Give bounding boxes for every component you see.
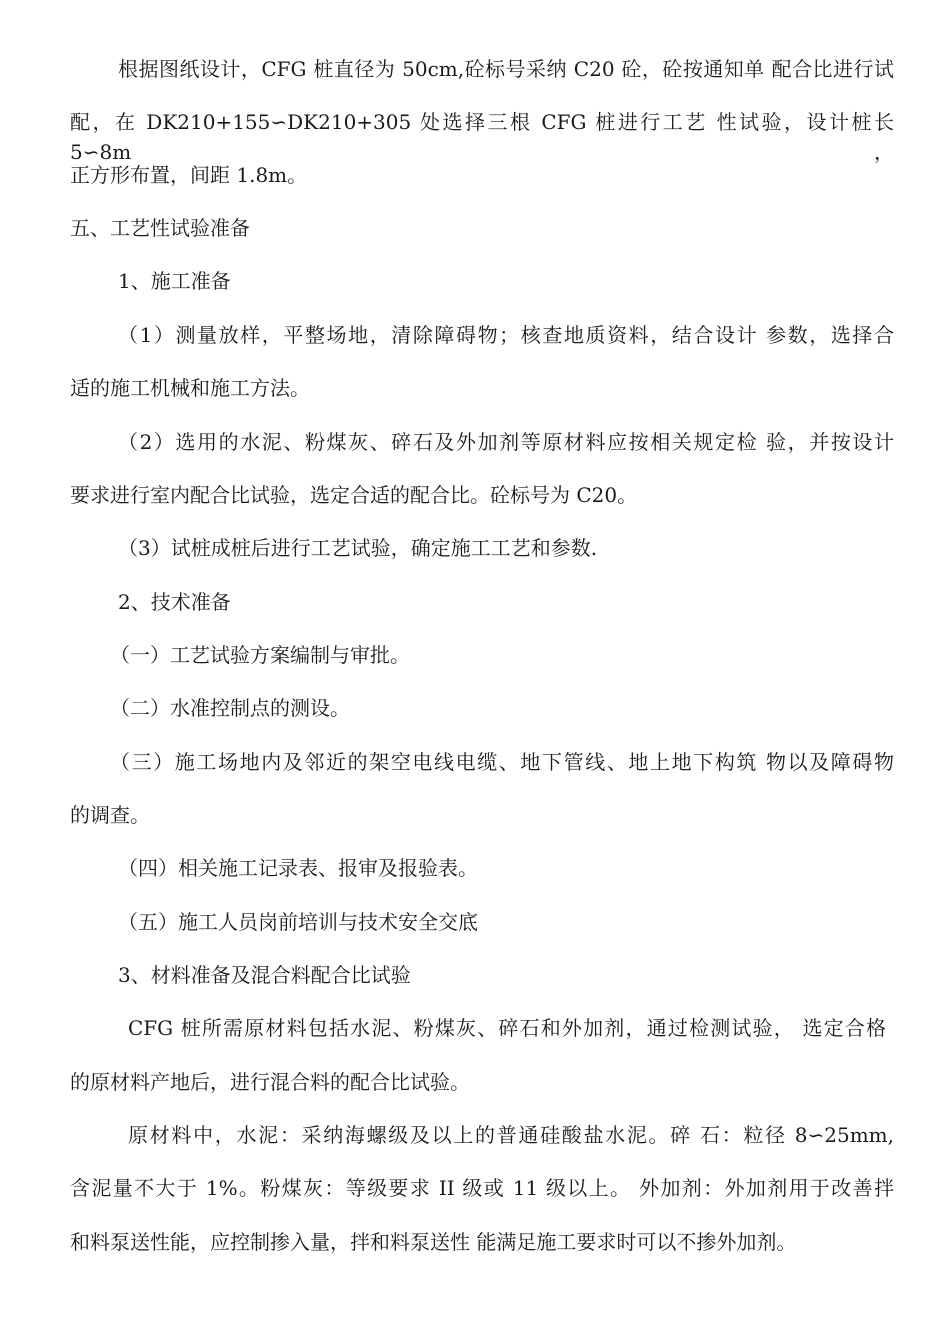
subsection-heading-1: 1、施工准备 [118, 269, 231, 293]
list-item-3-continued: 的调查。 [70, 803, 150, 827]
text-line-19: CFG 桩所需原材料包括水泥、粉煤灰、碎石和外加剂，通过检测试验， 选定合格 [128, 1016, 886, 1040]
text-line-7: 适的施工机械和施工方法。 [70, 376, 310, 400]
list-item-1: （一）工艺试验方案编制与审批。 [110, 643, 410, 667]
text-line-2: 配，在 DK210+155∽DK210+305 处选择三根 CFG 桩进行工艺 性试验，设计桩长 5∽8m， [70, 110, 894, 164]
section-heading: 五、工艺性试验准备 [70, 216, 250, 240]
subsection-heading-3: 3、材料准备及混合料配合比试验 [118, 963, 411, 987]
subsection-heading-2: 2、技术准备 [118, 590, 231, 614]
text-line-22: 含泥量不大于 1%。粉煤灰：等级要求 II 级或 11 级以上。 外加剂：外加剂用于改善拌 [70, 1176, 894, 1200]
list-item-2: （二）水准控制点的测设。 [110, 696, 350, 720]
list-item-5: （五）施工人员岗前培训与技术安全交底 [118, 910, 478, 934]
text-line-6: （1）测量放样，平整场地，清除障碍物；核查地质资料，结合设计 参数，选择合 [118, 323, 894, 347]
text-line-23: 和料泵送性能，应控制掺入量，拌和料泵送性 能满足施工要求时可以不掺外加剂。 [70, 1230, 797, 1254]
list-item-3: （三）施工场地内及邻近的架空电线电缆、地下管线、地上地下构筑 物以及障碍物 [110, 750, 894, 774]
text-line-9: 要求进行室内配合比试验，选定合适的配合比。砼标号为 C20。 [70, 483, 638, 507]
text-line-1: 根据图纸设计，CFG 桩直径为 50cm,砼标号采纳 C20 砼，砼按通知单 配合比进行试 [118, 57, 894, 81]
text-line-8: （2）选用的水泥、粉煤灰、碎石及外加剂等原材料应按相关规定检 验，并按设计 [118, 430, 894, 454]
text-line-21: 原材料中，水泥：采纳海螺级及以上的普通硅酸盐水泥。碎 石：粒径 8∽25mm, [128, 1123, 894, 1147]
text-line-10: （3）试桩成桩后进行工艺试验，确定施工工艺和参数. [118, 536, 598, 560]
text-line-3: 正方形布置，间距 1.8m。 [70, 163, 308, 187]
text-line-20: 的原材料产地后，进行混合料的配合比试验。 [70, 1070, 470, 1094]
list-item-4: （四）相关施工记录表、报审及报验表。 [118, 856, 478, 880]
